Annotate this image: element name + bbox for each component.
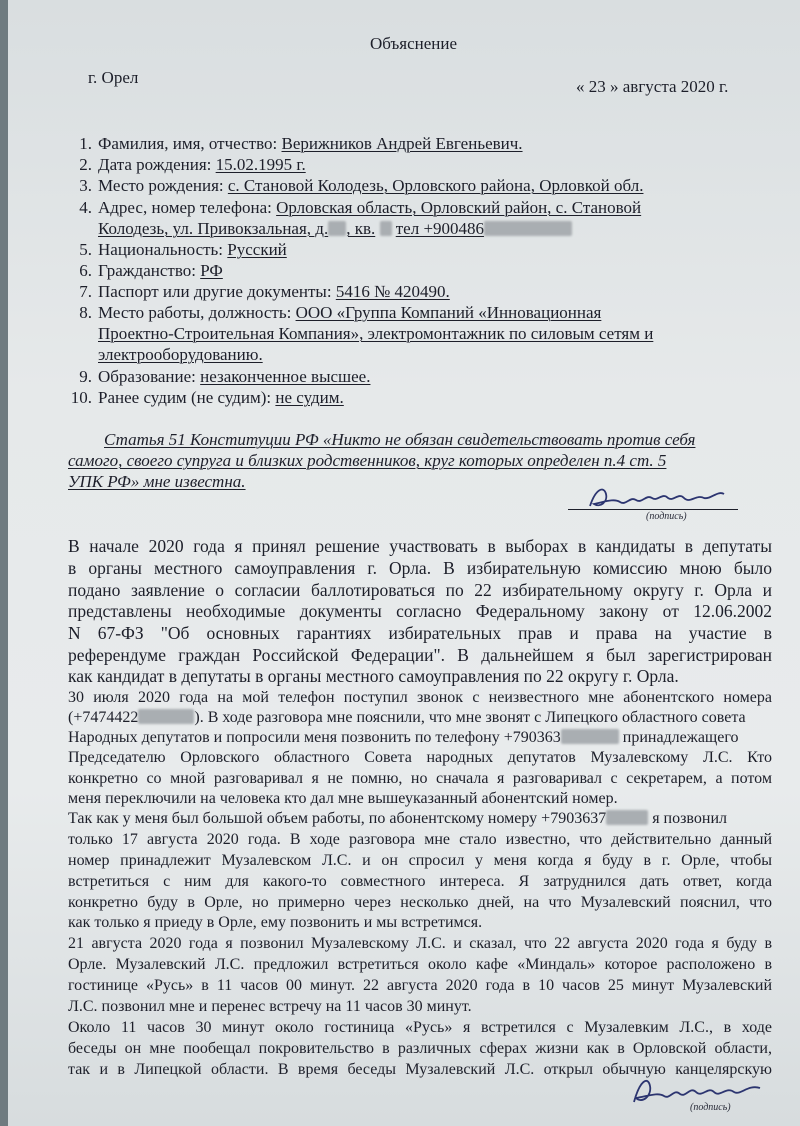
body-line — [68, 708, 746, 728]
body-line: так и в Липецкой области. В время беседы Музалевский Л.С. открыл обычную канцелярскую — [68, 1061, 772, 1078]
field-label: Фамилия, имя, отчество: — [98, 134, 278, 153]
body-line: референдуме граждан Российской Федерации". В дальнейшем я был зарегистрирован — [68, 645, 772, 665]
body-line: представлены необходимые документы согласно Федеральному закону от 12.06.2002 — [68, 601, 772, 621]
body-line: гостинице «Русь» в 11 часов 00 минут. 22 августа 2020 года в 10 часов 25 минут Музалевский — [68, 977, 772, 994]
body-line: номер принадлежит Музалевском Л.С. и он спросил у меня когда я буду в г. Орле, чтобы — [68, 852, 772, 869]
field-number: 5. — [79, 240, 92, 259]
field-value: с. Становой Колодезь, Орловского района, Орловкой обл. — [227, 176, 644, 195]
field-label: Место рождения: — [98, 176, 224, 195]
signature-line — [568, 509, 738, 510]
signature-bottom-caption: (подпись) — [690, 1102, 731, 1113]
field-number: 3. — [79, 176, 92, 195]
field-label: Адрес, номер телефона: — [98, 198, 272, 217]
body-line: встретиться с ним для какого-то совместного интереса. Я затруднился дать ответ, когда — [68, 873, 772, 890]
body-line: Председателю Орловского областного Совета народных депутатов Музалевскому Л.С. Кто — [68, 749, 772, 766]
body-text: принадлежащего — [622, 729, 739, 746]
field-value: Верижников Андрей Евгеньевич. — [281, 134, 523, 153]
field-4-line2 — [98, 219, 572, 239]
article51-line3: УПК РФ» мне известна. — [68, 472, 246, 491]
body-text: Так как у меня был большой объем работы, по абонентскому номеру +7903637 — [68, 810, 607, 827]
body-line: меня переключили на человека кто дал мне вышеуказанный абонентский номер. — [68, 790, 618, 807]
field-value: 15.02.1995 г. — [215, 155, 306, 174]
field-number: 9. — [79, 367, 92, 386]
field-value: РФ — [200, 261, 223, 280]
field-8-line2: Проектно-Строительная Компания», электромонтажник по силовым сетям и — [98, 324, 654, 343]
field-3 — [62, 176, 643, 196]
field-number: 2. — [79, 155, 92, 174]
body-line: N 67-ФЗ "Об основных гарантиях избирательных прав и права на участие в — [68, 623, 772, 643]
article51-line2: самого, своего супруга и близких родственников, круг которых определен п.4 ст. 5 — [68, 451, 667, 470]
field-7 — [62, 282, 450, 302]
redacted-block — [380, 221, 392, 236]
field-5 — [62, 240, 287, 260]
field-number: 10. — [70, 388, 92, 407]
field-2 — [62, 155, 306, 175]
field-number: 7. — [79, 282, 92, 301]
field-value: тел +900486 — [395, 219, 485, 238]
field-9 — [62, 367, 370, 387]
field-8 — [62, 303, 601, 323]
body-text: ). В ходе разговора мне пояснили, что мне звонят с Липецкого областного совета — [194, 709, 746, 726]
field-label: Ранее судим (не судим): — [98, 388, 272, 407]
field-value: , кв. — [346, 219, 376, 238]
field-1 — [62, 134, 523, 154]
document-date: « 23 » августа 2020 г. — [576, 77, 729, 96]
field-label: Паспорт или другие документы: — [98, 282, 332, 301]
signature-caption: (подпись) — [646, 511, 687, 522]
body-line: 30 июля 2020 года на мой телефон поступил звонок с неизвестного мне абонентского номера — [68, 689, 772, 706]
field-label: Место работы, должность: — [98, 303, 292, 322]
field-value: незаконченное высшее. — [200, 367, 371, 386]
body-line — [68, 728, 739, 748]
field-6 — [62, 261, 223, 281]
body-line: Орле. Музалевский Л.С. предложил встретиться около кафе «Миндаль» которое расположено в — [68, 956, 772, 973]
body-text: я позвонил — [652, 810, 727, 827]
field-4 — [62, 198, 641, 218]
field-value: 5416 № 420490. — [335, 282, 450, 301]
body-line: как кандидат в депутаты в органы местного самоуправления по 22 округу г. Орла. — [68, 666, 679, 686]
document-sheet — [8, 0, 800, 1126]
body-line: Около 11 часов 30 минут около гостиница «Русь» я встретился с Музалевким Л.С., в ходе — [68, 1019, 772, 1036]
body-line: беседы он мне пообещал покровительство в различных сферах жизни как в Орловской области, — [68, 1040, 772, 1057]
body-line: 21 августа 2020 года я позвонил Музалевскому Л.С. и сказал, что 22 августа 2020 года я буду в — [68, 935, 772, 952]
redacted-block — [561, 729, 619, 744]
field-8-line3: электрооборудованию. — [98, 345, 263, 364]
field-label: Образование: — [98, 367, 196, 386]
field-number: 6. — [79, 261, 92, 280]
field-10 — [62, 388, 344, 408]
body-text: (+7474422 — [68, 709, 139, 726]
field-number: 4. — [79, 198, 92, 217]
field-value: Орловская область, Орловский район, с. Становой — [276, 198, 642, 217]
field-label: Дата рождения: — [98, 155, 212, 174]
field-value: Русский — [227, 240, 287, 259]
body-line: как только я приеду в Орле, ему позвонить и мы встретимся. — [68, 914, 483, 931]
field-value: ООО «Группа Компаний «Инновационная — [295, 303, 602, 322]
document-title: Объяснение — [370, 34, 458, 53]
field-label: Гражданство: — [98, 261, 196, 280]
redacted-block — [606, 810, 648, 825]
body-line: конкретно буду в Орле, но примерно через несколько дней, на что Музалевский пояснил, что — [68, 894, 772, 911]
body-line: Л.С. позвонил мне и перенес встречу на 11 часов 30 минут. — [68, 998, 472, 1015]
field-number: 1. — [79, 134, 92, 153]
field-value: не судим. — [275, 388, 344, 407]
body-line: в органы местного самоуправления г. Орла. В избирательную комиссию мною было — [68, 558, 772, 578]
body-line: конкретно со мной разговаривал я не помню, но сначала я разговаривал с секретарем, а потом — [68, 770, 772, 787]
field-label: Национальность: — [98, 240, 224, 259]
body-line: подано заявление о согласии баллотироваться по 22 избирательному округу г. Орла и — [68, 580, 772, 600]
redacted-block — [328, 221, 346, 236]
city: г. Орел — [88, 68, 139, 87]
redacted-block — [484, 221, 572, 236]
redacted-block — [138, 709, 194, 724]
field-number: 8. — [79, 303, 92, 322]
field-value: Колодезь, ул. Привокзальная, д. — [98, 219, 329, 238]
body-line: В начале 2020 года я принял решение участвовать в выборах в кандидаты в депутаты — [68, 536, 772, 556]
body-line — [68, 809, 727, 829]
article51-line1: Статья 51 Конституции РФ «Никто не обязан свидетельствовать против себя — [104, 430, 696, 449]
body-text: Народных депутатов и попросили меня позвонить по телефону +790363 — [68, 729, 561, 746]
body-line: только 17 августа 2020 года. В ходе разговора мне стало известно, что действительно данный — [68, 831, 772, 848]
